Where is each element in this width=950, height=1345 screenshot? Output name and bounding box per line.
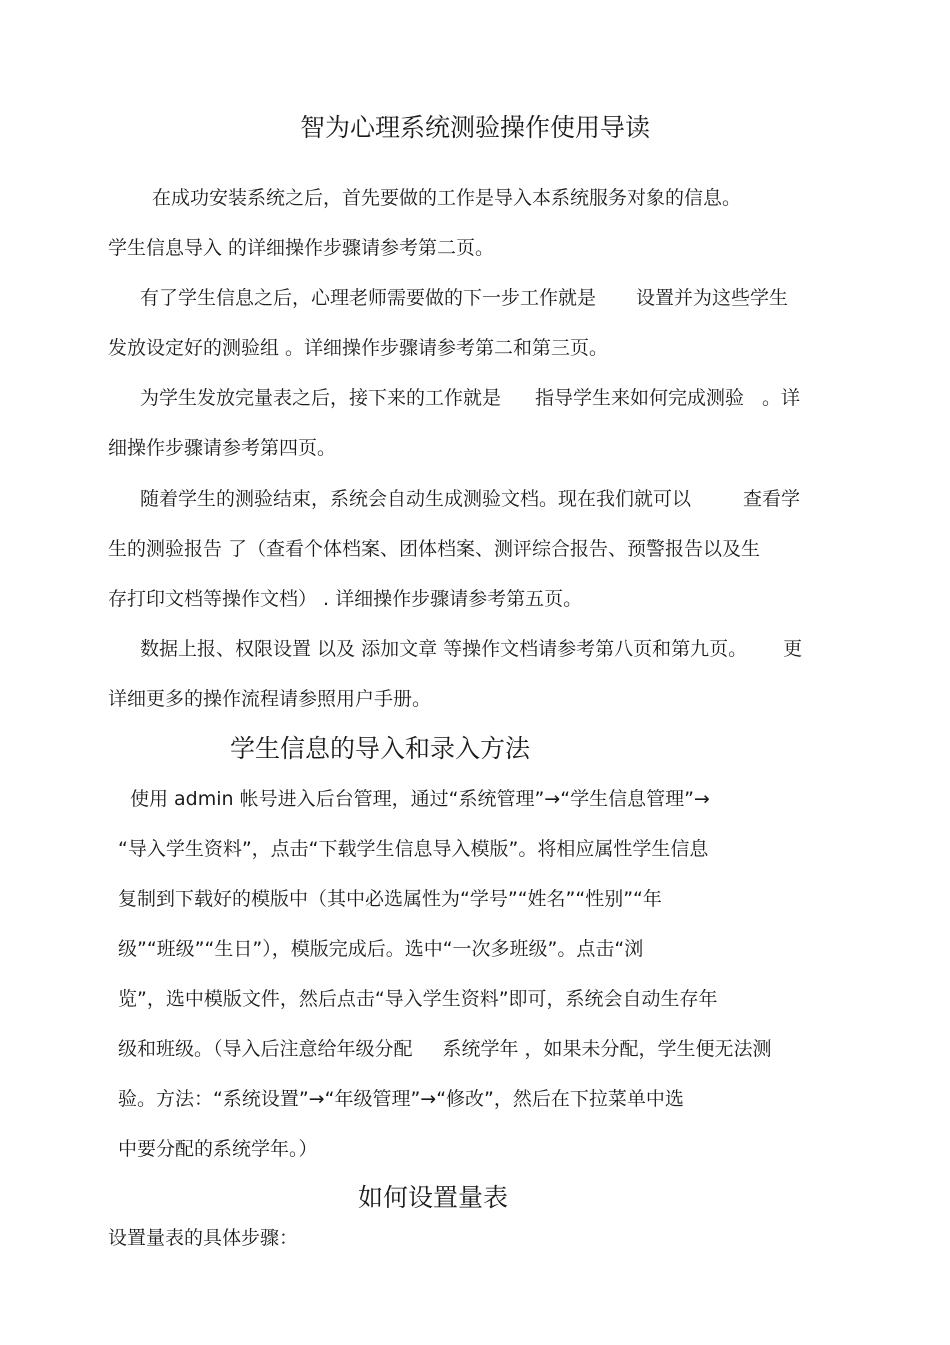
intro-line-11: 详细更多的操作流程请参照用户手册。 <box>108 688 432 710</box>
intro-line-10-tail: 更 <box>783 638 803 660</box>
intro-line-9: 存打印文档等操作文档） . 详细操作步骤请参考第五页。 <box>108 588 583 610</box>
section1-line-6 <box>118 1036 772 1062</box>
intro-line-5-text: 为学生发放完量表之后，接下来的工作就是 <box>140 387 502 409</box>
section1-line-8: 中要分配的系统学年。） <box>118 1138 318 1160</box>
intro-line-5-tail: 。详 <box>762 387 801 409</box>
section1-line-7: 验。方法：“系统设置”→“年级管理”→“修改”，然后在下拉菜单中选 <box>118 1088 684 1110</box>
intro-line-2: 学生信息导入 的详细操作步骤请参考第二页。 <box>108 237 495 259</box>
intro-line-6: 细操作步骤请参考第四页。 <box>108 437 337 459</box>
section1-line-2: “导入学生资料”，点击“下载学生信息导入模版”。将相应属性学生信息 <box>118 838 709 860</box>
intro-line-7-text: 随着学生的测验结束，系统会自动生成测验文档。现在我们就可以 <box>140 488 692 510</box>
intro-line-3-text: 有了学生信息之后，心理老师需要做的下一步工作就是 <box>140 287 597 309</box>
intro-line-7-emphasis: 查看学 <box>743 488 801 510</box>
intro-line-5-emphasis: 指导学生来如何完成测验 <box>535 387 745 409</box>
intro-line-1: 在成功安装系统之后，首先要做的工作是导入本系统服务对象的信息。 <box>152 187 742 209</box>
section1-line-3: 复制到下载好的模版中（其中必选属性为“学号”“姓名”“性别”“年 <box>118 888 662 910</box>
section1-line-1: 使用 admin 帐号进入后台管理，通过“系统管理”→“学生信息管理”→ <box>130 788 710 810</box>
intro-line-3 <box>140 285 788 311</box>
intro-line-10 <box>140 636 802 662</box>
section1-line-5: 览”，选中模版文件，然后点击“导入学生资料”即可，系统会自动生存年 <box>118 988 718 1010</box>
intro-line-5 <box>140 385 800 411</box>
section-heading-student-import: 学生信息的导入和录入方法 <box>230 734 531 763</box>
section1-line-4: 级”“班级”“生日”），模版完成后。选中“一次多班级”。点击“浏 <box>118 938 644 960</box>
section1-line-6-text: 级和班级。（导入后注意给年级分配 <box>118 1038 413 1060</box>
section2-line-1: 设置量表的具体步骤： <box>108 1227 299 1249</box>
intro-line-10-text: 数据上报、权限设置 以及 添加文章 等操作文档请参考第八页和第九页。 <box>140 638 748 660</box>
section-heading-scale-setup: 如何设置量表 <box>358 1183 509 1212</box>
intro-line-8: 生的测验报告 了（查看个体档案、团体档案、测评综合报告、预警报告以及生 <box>108 538 761 560</box>
document-title: 智为心理系统测验操作使用导读 <box>299 113 650 142</box>
section1-line-6-emphasis: 系统学年 ，如果未分配，学生便无法测 <box>442 1038 772 1060</box>
intro-line-7 <box>140 486 800 512</box>
intro-line-3-emphasis: 设置并为这些学生 <box>636 287 789 309</box>
intro-line-4: 发放设定好的测验组 。详细操作步骤请参考第二和第三页。 <box>108 337 609 359</box>
